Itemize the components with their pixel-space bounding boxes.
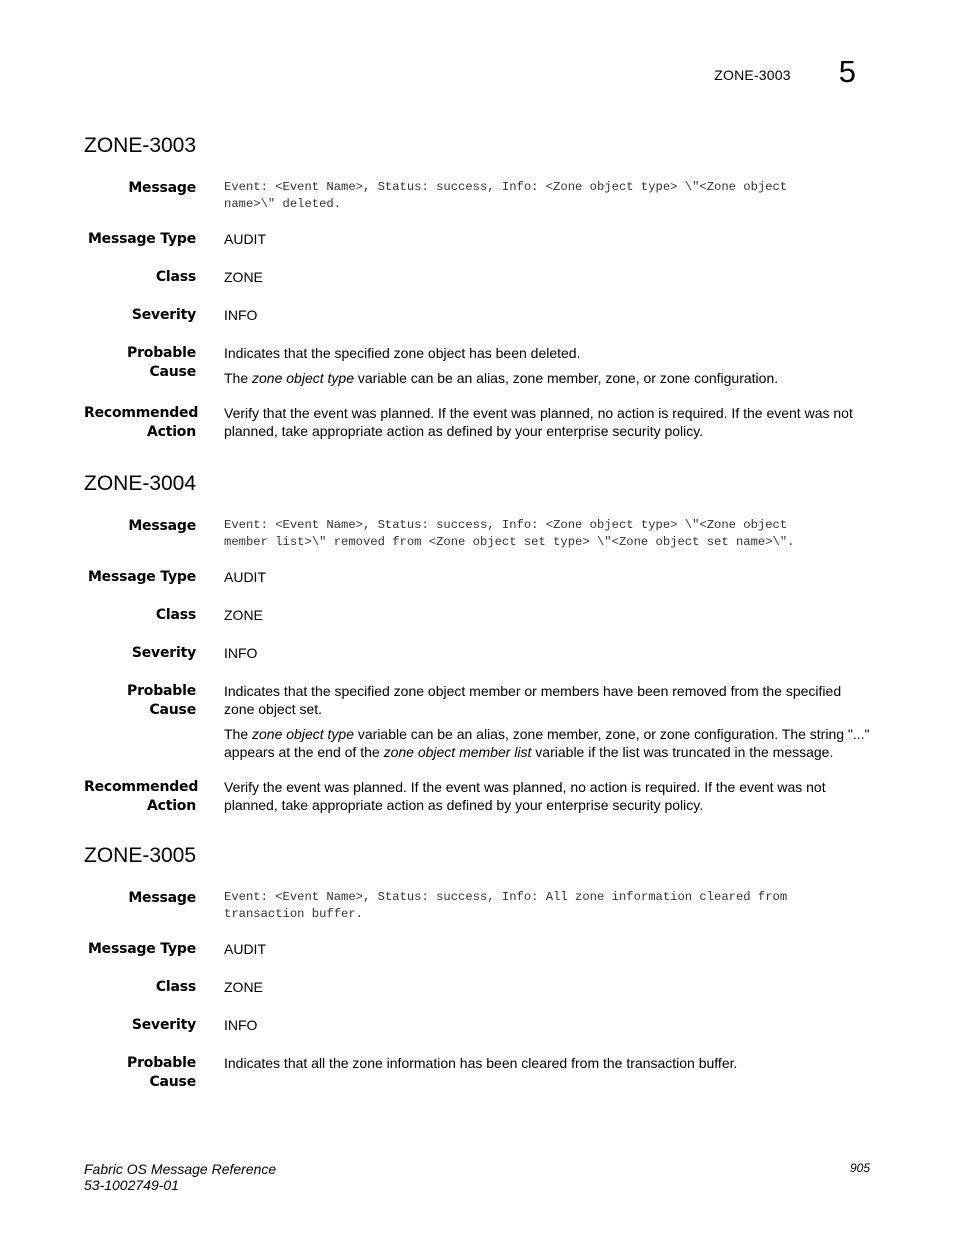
message-type-label: Message Type	[87, 941, 196, 957]
message-label: Message	[128, 890, 196, 906]
message-type-value: AUDIT	[224, 941, 266, 957]
message-type-row	[84, 230, 874, 249]
message-row	[84, 179, 874, 212]
class-row	[84, 268, 874, 287]
message-text	[224, 889, 870, 922]
severity-label: Severity	[131, 307, 196, 323]
section-title: ZONE-3004	[84, 472, 197, 495]
text-run: variable if the list was truncated in the message.	[531, 744, 834, 760]
probable-cause-label: Probable Cause	[127, 1055, 196, 1090]
page-header	[714, 54, 856, 89]
label-line: Action	[146, 798, 196, 814]
class-value: ZONE	[224, 269, 263, 285]
italic-term: zone object type	[252, 726, 354, 742]
recommended-action-label	[84, 778, 199, 816]
message-line: transaction buffer.	[224, 906, 363, 921]
message-type-label: Message Type	[87, 569, 196, 585]
label-line: Recommended	[84, 405, 199, 421]
class-row	[84, 606, 874, 625]
recommended-action-row	[84, 778, 874, 816]
message-line: Event: <Event Name>, Status: success, Info: All zone information cleared from	[224, 890, 788, 904]
message-label: Message	[128, 518, 196, 534]
class-label: Class	[155, 607, 196, 623]
section-zone-3003	[84, 134, 874, 442]
page-number: 905	[849, 1161, 870, 1175]
section-zone-3005	[84, 844, 874, 1092]
message-row	[84, 517, 874, 550]
probable-cause-text	[224, 344, 870, 387]
italic-term: zone object type	[252, 370, 354, 386]
class-label: Class	[155, 269, 196, 285]
label-line: Action	[146, 424, 196, 440]
severity-label: Severity	[131, 645, 196, 661]
message-type-value: AUDIT	[224, 569, 266, 585]
message-text	[224, 517, 870, 550]
message-type-row	[84, 568, 874, 587]
severity-row	[84, 644, 874, 663]
message-type-label: Message Type	[87, 231, 196, 247]
footer-document-info	[84, 1161, 276, 1193]
class-label: Class	[155, 979, 196, 995]
class-value: ZONE	[224, 607, 263, 623]
probable-cause-label: Probable Cause	[127, 683, 196, 718]
probable-cause-row	[84, 682, 874, 761]
section-title: ZONE-3003	[84, 134, 197, 157]
probable-cause-label: Probable Cause	[127, 345, 196, 380]
cause-paragraph: Indicates that the specified zone object has been deleted.	[224, 345, 581, 361]
cause-paragraph	[224, 725, 870, 761]
severity-value: INFO	[224, 307, 258, 323]
severity-value: INFO	[224, 645, 258, 661]
recommended-action-row	[84, 404, 874, 442]
class-row	[84, 978, 874, 997]
label-line: Recommended	[84, 779, 199, 795]
message-text	[224, 179, 870, 212]
message-line: Event: <Event Name>, Status: success, Info: <Zone object type> \"<Zone object	[224, 518, 788, 532]
section-title: ZONE-3005	[84, 844, 197, 867]
severity-value: INFO	[224, 1017, 258, 1033]
message-type-value: AUDIT	[224, 231, 266, 247]
text-run: variable can be an alias, zone member, zone, or zone configuration. The string "..." appears at the end of the	[224, 726, 870, 760]
probable-cause-row	[84, 1054, 874, 1092]
probable-cause-text: Indicates that all the zone information has been cleared from the transaction buffer.	[224, 1055, 738, 1071]
message-line: name>\" deleted.	[224, 196, 342, 211]
recommended-action-text: Verify that the event was planned. If the event was planned, no action is required. If the event was not planned, take appropriate action as defined by your enterprise security policy.	[224, 405, 853, 439]
footer-title: Fabric OS Message Reference	[84, 1161, 277, 1177]
chapter-number: 5	[838, 54, 856, 89]
severity-row	[84, 306, 874, 325]
message-row	[84, 889, 874, 922]
italic-term: zone object member list	[383, 744, 532, 760]
recommended-action-label	[84, 404, 199, 442]
message-type-row	[84, 940, 874, 959]
text-run: The	[224, 726, 253, 742]
cause-paragraph: Indicates that the specified zone object member or members have been removed from the specified zone object set.	[224, 683, 842, 717]
severity-label: Severity	[131, 1017, 196, 1033]
class-value: ZONE	[224, 979, 263, 995]
section-zone-3004	[84, 472, 874, 816]
footer-doc-id: 53-1002749-01	[84, 1177, 179, 1193]
severity-row	[84, 1016, 874, 1035]
text-run: variable can be an alias, zone member, zone, or zone configuration.	[353, 370, 779, 386]
running-head: ZONE-3003	[714, 67, 791, 83]
message-line: member list>\" removed from <Zone object set type> \"<Zone object set name>\".	[224, 534, 795, 549]
probable-cause-row	[84, 344, 874, 387]
text-run: The	[224, 370, 253, 386]
recommended-action-text: Verify the event was planned. If the event was planned, no action is required. If the event was not planned, take appropriate action as defined by your enterprise security policy.	[224, 779, 826, 813]
message-label: Message	[128, 180, 196, 196]
cause-paragraph	[224, 369, 870, 387]
probable-cause-text	[224, 682, 870, 761]
message-line: Event: <Event Name>, Status: success, Info: <Zone object type> \"<Zone object	[224, 180, 788, 194]
